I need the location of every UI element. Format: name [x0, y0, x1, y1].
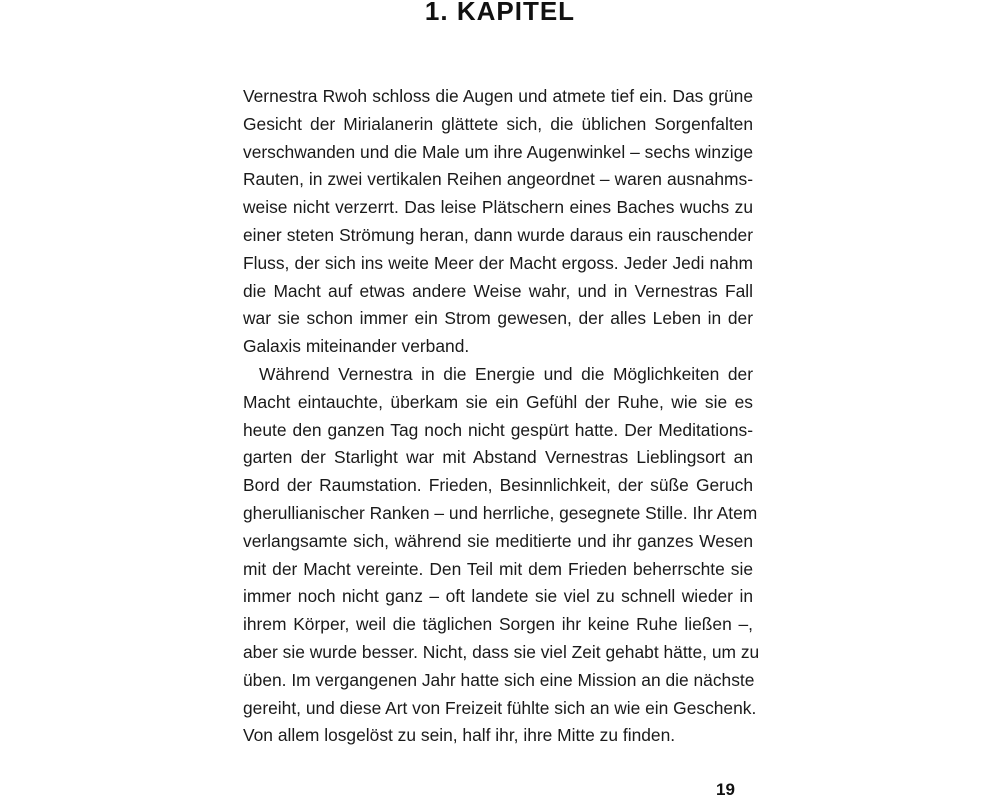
text-line: üben. Im vergangenen Jahr hatte sich eine Mission an die nächste — [243, 669, 755, 690]
text-line: heute den ganzen Tag noch nicht gespürt hatte. Der Meditations- — [243, 419, 753, 440]
text-line: ihrem Körper, weil die täglichen Sorgen ihr keine Ruhe ließen –, — [243, 614, 753, 635]
text-line: Galaxis miteinander verband. — [243, 336, 470, 357]
text-line: Fluss, der sich ins weite Meer der Macht ergoss. Jeder Jedi nahm — [243, 252, 753, 273]
text-line: gereiht, und diese Art von Freizeit fühlte sich an wie ein Geschenk. — [243, 697, 757, 718]
chapter-title: 1. KAPITEL — [424, 0, 576, 26]
paragraph-2 — [243, 361, 760, 750]
text-line: Gesicht der Mirialanerin glättete sich, die üblichen Sorgenfalten — [243, 113, 753, 134]
text-line: Von allem losgelöst zu sein, half ihr, ihre Mitte zu finden. — [243, 725, 676, 746]
text-line: Macht eintauchte, überkam sie ein Gefühl der Ruhe, wie sie es — [243, 391, 753, 412]
text-line: gherullianischer Ranken – und herrliche, gesegnete Stille. Ihr Atem — [243, 502, 758, 523]
text-line: war sie schon immer ein Strom gewesen, der alles Leben in der — [243, 308, 753, 329]
text-line: verschwanden und die Male um ihre Augenwinkel – sechs winzige — [243, 141, 753, 162]
text-line: garten der Starlight war mit Abstand Vernestras Lieblingsort an — [243, 447, 753, 468]
text-line: Rauten, in zwei vertikalen Reihen angeordnet – waren ausnahms- — [243, 169, 753, 190]
paragraph-1 — [243, 83, 753, 361]
text-line: verlangsamte sich, während sie meditierte und ihr ganzes Wesen — [243, 530, 753, 551]
text-line: immer noch nicht ganz – oft landete sie viel zu schnell wieder in — [243, 586, 753, 607]
text-line: Während Vernestra in die Energie und die Möglichkeiten der — [259, 363, 753, 384]
page-number: 19 — [716, 780, 735, 799]
text-line: weise nicht verzerrt. Das leise Plätschern eines Baches wuchs zu — [243, 197, 753, 218]
text-line: mit der Macht vereinte. Den Teil mit dem Frieden beherrschte sie — [243, 558, 753, 579]
text-line: die Macht auf etwas andere Weise wahr, und in Vernestras Fall — [243, 280, 753, 301]
text-line: aber sie wurde besser. Nicht, dass sie viel Zeit gehabt hätte, um zu — [243, 641, 760, 662]
text-line: Bord der Raumstation. Frieden, Besinnlichkeit, der süße Geruch — [243, 475, 753, 496]
text-line: einer steten Strömung heran, dann wurde daraus ein rauschender — [243, 224, 753, 245]
body-text — [243, 83, 760, 750]
text-line: Vernestra Rwoh schloss die Augen und atmete tief ein. Das grüne — [243, 86, 753, 106]
